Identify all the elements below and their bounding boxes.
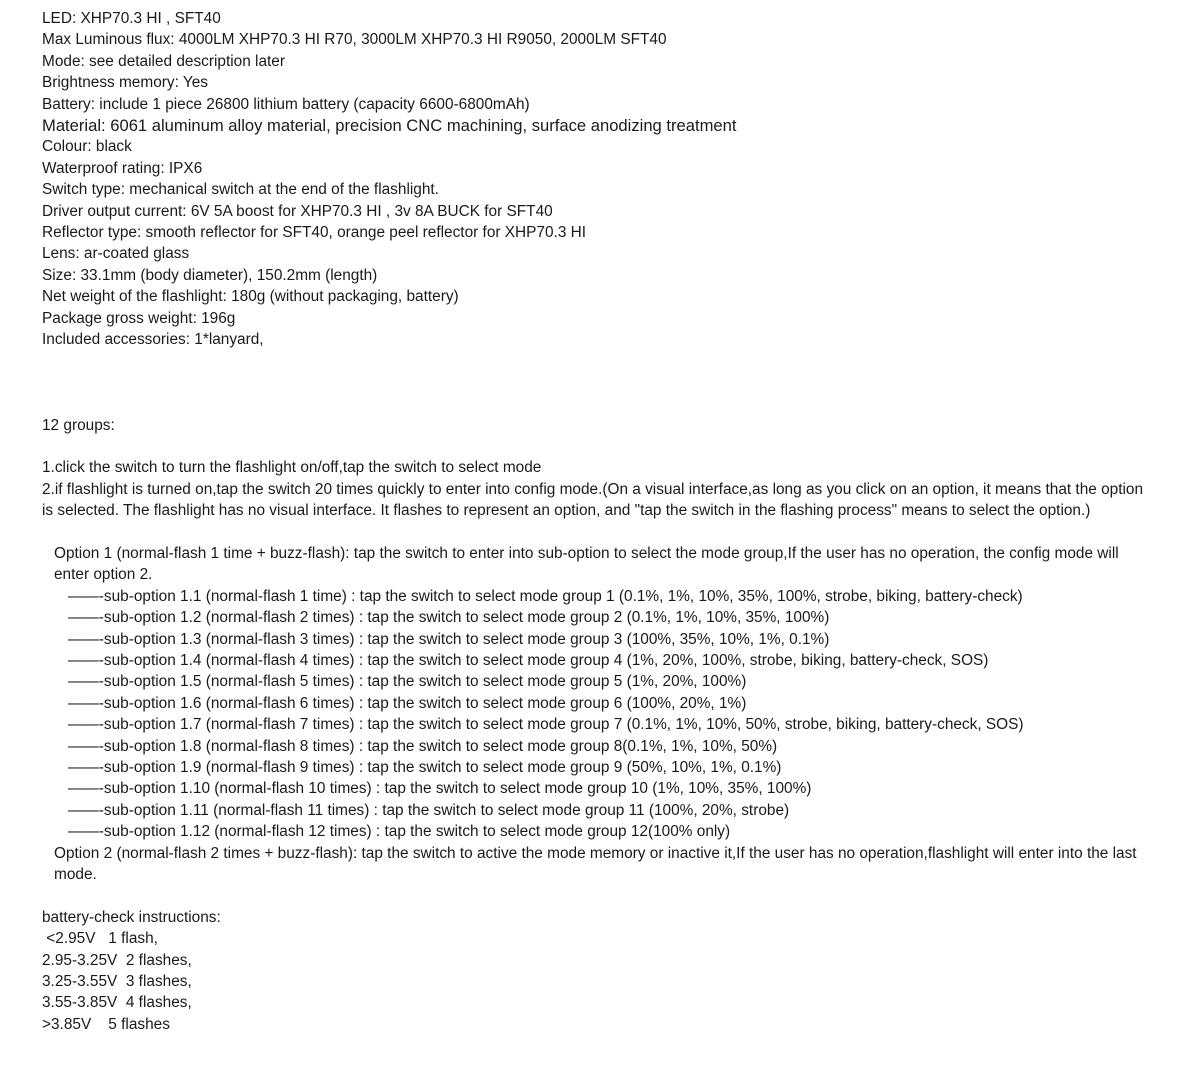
spec-material: Material: 6061 aluminum alloy material, precision CNC machining, surface anodizing treatment [42,116,737,136]
battery-check-section [42,907,1152,1035]
instruction-2: 2.if flashlight is turned on,tap the switch 20 times quickly to enter into config mode.(On a visual interface,as long as you click on an option, it means that the option is selected. The flashlight has no visual interface. It flashes to represent an option, and "tap the switch in the flashing process" means to select the option.) [42,480,1144,520]
battery-check-title: battery-check instructions: [42,908,221,926]
sub-option-1-7: ——-sub-option 1.7 (normal-flash 7 times) : tap the switch to select mode group 7 (0.1%, 1%, 10%, 50%, strobe, biking, battery-check, SOS) [68,716,1024,734]
sub-option-1-1: ——-sub-option 1.1 (normal-flash 1 time) : tap the switch to select mode group 1 (0.1%, 1%, 10%, 35%, 100%, strobe, biking, battery-check) [68,587,1023,605]
spacer [42,522,1152,543]
battery-check-row: >3.85V 5 flashes [42,1015,170,1033]
spec-driver-current: Driver output current: 6V 5A boost for XHP70.3 HI , 3v 8A BUCK for SFT40 [42,202,553,220]
spec-accessories: Included accessories: 1*lanyard, [42,331,264,349]
sub-option-1-8: ——-sub-option 1.8 (normal-flash 8 times) : tap the switch to select mode group 8(0.1%, 1%, 10%, 50%) [68,737,778,755]
spec-waterproof: Waterproof rating: IPX6 [42,159,203,177]
spec-battery: Battery: include 1 piece 26800 lithium battery (capacity 6600-6800mAh) [42,95,530,113]
sub-option-1-4: ——-sub-option 1.4 (normal-flash 4 times) : tap the switch to select mode group 4 (1%, 20%, 100%, strobe, biking, battery-check, SOS) [68,651,989,669]
sub-option-1-5: ——-sub-option 1.5 (normal-flash 5 times) : tap the switch to select mode group 5 (1%, 20%, 100%) [68,673,747,691]
spec-reflector: Reflector type: smooth reflector for SFT40, orange peel reflector for XHP70.3 HI [42,224,587,242]
spec-switch-type: Switch type: mechanical switch at the end of the flashlight. [42,181,439,199]
battery-check-row: 3.25-3.55V 3 flashes, [42,973,192,991]
sub-option-1-12: ——-sub-option 1.12 (normal-flash 12 times) : tap the switch to select mode group 12(100% only) [68,823,731,841]
sub-options-list [42,586,1152,843]
spec-mode: Mode: see detailed description later [42,52,285,70]
spec-net-weight: Net weight of the flashlight: 180g (without packaging, battery) [42,288,459,306]
option-2 [42,843,1152,886]
spec-gross-weight: Package gross weight: 196g [42,309,236,327]
battery-check-row: 3.55-3.85V 4 flashes, [42,994,192,1012]
spec-brightness-memory: Brightness memory: Yes [42,74,208,92]
sub-option-1-9: ——-sub-option 1.9 (normal-flash 9 times) : tap the switch to select mode group 9 (50%, 10%, 1%, 0.1%) [68,758,782,776]
option-1 [42,543,1152,586]
specs-section [42,8,1152,351]
spec-size: Size: 33.1mm (body diameter), 150.2mm (length) [42,266,378,284]
option-1-text: Option 1 (normal-flash 1 time + buzz-flash): tap the switch to enter into sub-option to select the mode group,If the user has no operation, the config mode will enter option 2. [54,544,1119,584]
spec-luminous-flux: Max Luminous flux: 4000LM XHP70.3 HI R70, 3000LM XHP70.3 HI R9050, 2000LM SFT40 [42,31,667,49]
spec-led: LED: XHP70.3 HI , SFT40 [42,10,221,27]
groups-title: 12 groups: [42,416,115,434]
sub-option-1-2: ——-sub-option 1.2 (normal-flash 2 times) : tap the switch to select mode group 2 (0.1%, 1%, 10%, 35%, 100%) [68,609,830,627]
spacer [42,351,1152,415]
spec-lens: Lens: ar-coated glass [42,245,190,263]
spacer [42,885,1152,906]
battery-check-row: 2.95-3.25V 2 flashes, [42,951,192,969]
battery-check-row: <2.95V 1 flash, [42,930,158,948]
instructions-section [42,457,1152,521]
product-description [42,8,1152,1035]
sub-option-1-6: ——-sub-option 1.6 (normal-flash 6 times) : tap the switch to select mode group 6 (100%, 20%, 1%) [68,694,747,712]
sub-option-1-11: ——-sub-option 1.11 (normal-flash 11 times) : tap the switch to select mode group 11 (100%, 20%, strobe) [68,801,790,819]
instruction-1: 1.click the switch to turn the flashlight on/off,tap the switch to select mode [42,459,542,477]
spacer [42,436,1152,457]
sub-option-1-10: ——-sub-option 1.10 (normal-flash 10 times) : tap the switch to select mode group 10 (1%, 10%, 35%, 100%) [68,780,812,798]
spec-colour: Colour: black [42,138,132,156]
option-2-text: Option 2 (normal-flash 2 times + buzz-flash): tap the switch to active the mode memory or inactive it,If the user has no operation,flashlight will enter into the last mode. [54,844,1137,883]
sub-option-1-3: ——-sub-option 1.3 (normal-flash 3 times) : tap the switch to select mode group 3 (100%, 35%, 10%, 1%, 0.1%) [68,630,830,648]
